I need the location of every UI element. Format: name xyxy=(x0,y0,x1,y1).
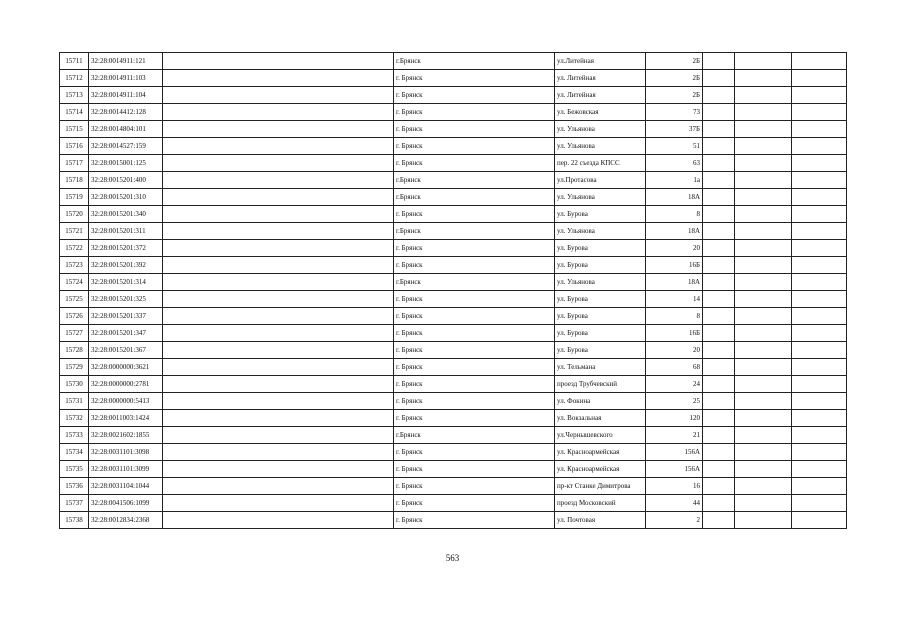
page-number: 563 xyxy=(445,553,460,563)
cadastral-number: 32:28:0015201:314 xyxy=(89,274,163,291)
city-cell: г.Брянск xyxy=(394,274,555,291)
empty-cell xyxy=(792,359,847,376)
empty-cell xyxy=(163,444,394,461)
row-number: 15733 xyxy=(60,427,89,444)
row-number: 15734 xyxy=(60,444,89,461)
cadastral-number: 32:28:0011003:1424 xyxy=(89,410,163,427)
empty-cell xyxy=(792,240,847,257)
house-number: 2Б xyxy=(646,53,703,70)
empty-cell xyxy=(792,444,847,461)
table-row xyxy=(60,104,847,121)
city-cell: г. Брянск xyxy=(394,70,555,87)
house-number: 156А xyxy=(646,444,703,461)
street-cell: проезд Московский xyxy=(555,495,646,512)
street-cell: ул. Литейная xyxy=(555,70,646,87)
empty-cell xyxy=(703,155,735,172)
street-cell: ул. Ульянова xyxy=(555,121,646,138)
empty-cell xyxy=(735,393,792,410)
cadastral-number: 32:28:0014911:103 xyxy=(89,70,163,87)
table-row xyxy=(60,155,847,172)
empty-cell xyxy=(703,325,735,342)
house-number: 16 xyxy=(646,478,703,495)
empty-cell xyxy=(792,427,847,444)
street-cell: ул. Тельмана xyxy=(555,359,646,376)
cadastral-number: 32:28:0015001:125 xyxy=(89,155,163,172)
house-number: 51 xyxy=(646,138,703,155)
empty-cell xyxy=(163,189,394,206)
table-row xyxy=(60,495,847,512)
empty-cell xyxy=(792,53,847,70)
city-cell: г. Брянск xyxy=(394,257,555,274)
empty-cell xyxy=(163,257,394,274)
table-row xyxy=(60,444,847,461)
empty-cell xyxy=(792,155,847,172)
empty-cell xyxy=(792,461,847,478)
empty-cell xyxy=(163,121,394,138)
cadastral-number: 32:28:0015201:347 xyxy=(89,325,163,342)
house-number: 16Б xyxy=(646,325,703,342)
table-row xyxy=(60,223,847,240)
city-cell: г. Брянск xyxy=(394,138,555,155)
city-cell: г. Брянск xyxy=(394,410,555,427)
empty-cell xyxy=(735,359,792,376)
empty-cell xyxy=(792,274,847,291)
house-number: 20 xyxy=(646,240,703,257)
street-cell: ул. Бурова xyxy=(555,206,646,223)
house-number: 63 xyxy=(646,155,703,172)
empty-cell xyxy=(703,393,735,410)
cadastral-number: 32:28:0000000:5413 xyxy=(89,393,163,410)
empty-cell xyxy=(735,189,792,206)
empty-cell xyxy=(163,427,394,444)
street-cell: ул. Вокзальная xyxy=(555,410,646,427)
empty-cell xyxy=(735,70,792,87)
street-cell: ул.Чернышевского xyxy=(555,427,646,444)
table-row xyxy=(60,291,847,308)
street-cell: ул. Литейная xyxy=(555,87,646,104)
table-row xyxy=(60,189,847,206)
table-row xyxy=(60,274,847,291)
street-cell: ул. Красноармейская xyxy=(555,461,646,478)
empty-cell xyxy=(792,257,847,274)
cadastral-number: 32:28:0015201:372 xyxy=(89,240,163,257)
empty-cell xyxy=(163,291,394,308)
city-cell: г. Брянск xyxy=(394,393,555,410)
city-cell: г. Брянск xyxy=(394,444,555,461)
empty-cell xyxy=(163,495,394,512)
table-row xyxy=(60,359,847,376)
row-number: 15718 xyxy=(60,172,89,189)
empty-cell xyxy=(163,104,394,121)
city-cell: г. Брянск xyxy=(394,240,555,257)
street-cell: ул. Фокина xyxy=(555,393,646,410)
empty-cell xyxy=(792,206,847,223)
table-row xyxy=(60,70,847,87)
cadastral-number: 32:28:0041506:1099 xyxy=(89,495,163,512)
empty-cell xyxy=(792,410,847,427)
cadastral-number: 32:28:0000000:3621 xyxy=(89,359,163,376)
city-cell: г. Брянск xyxy=(394,308,555,325)
row-number: 15719 xyxy=(60,189,89,206)
empty-cell xyxy=(735,104,792,121)
cadastral-number: 32:28:0014527:159 xyxy=(89,138,163,155)
empty-cell xyxy=(703,240,735,257)
empty-cell xyxy=(792,495,847,512)
empty-cell xyxy=(703,189,735,206)
house-number: 2 xyxy=(646,512,703,529)
house-number: 25 xyxy=(646,393,703,410)
empty-cell xyxy=(703,478,735,495)
empty-cell xyxy=(735,308,792,325)
empty-cell xyxy=(735,325,792,342)
table-row xyxy=(60,308,847,325)
row-number: 15729 xyxy=(60,359,89,376)
empty-cell xyxy=(703,274,735,291)
city-cell: г.Брянск xyxy=(394,427,555,444)
registry-table xyxy=(59,52,847,529)
row-number: 15715 xyxy=(60,121,89,138)
empty-cell xyxy=(735,138,792,155)
cadastral-number: 32:28:0015201:392 xyxy=(89,257,163,274)
table-row xyxy=(60,393,847,410)
empty-cell xyxy=(163,172,394,189)
empty-cell xyxy=(703,138,735,155)
empty-cell xyxy=(163,87,394,104)
row-number: 15714 xyxy=(60,104,89,121)
row-number: 15722 xyxy=(60,240,89,257)
row-number: 15735 xyxy=(60,461,89,478)
row-number: 15711 xyxy=(60,53,89,70)
cadastral-number: 32:28:0015201:340 xyxy=(89,206,163,223)
house-number: 120 xyxy=(646,410,703,427)
empty-cell xyxy=(163,325,394,342)
table-row xyxy=(60,257,847,274)
empty-cell xyxy=(735,512,792,529)
row-number: 15723 xyxy=(60,257,89,274)
street-cell: ул. Ульянова xyxy=(555,274,646,291)
empty-cell xyxy=(703,359,735,376)
street-cell: ул. Ульянова xyxy=(555,189,646,206)
empty-cell xyxy=(735,342,792,359)
table-row xyxy=(60,240,847,257)
empty-cell xyxy=(703,410,735,427)
city-cell: г. Брянск xyxy=(394,155,555,172)
row-number: 15725 xyxy=(60,291,89,308)
empty-cell xyxy=(792,189,847,206)
empty-cell xyxy=(163,393,394,410)
street-cell: ул. Бурова xyxy=(555,240,646,257)
row-number: 15716 xyxy=(60,138,89,155)
row-number: 15737 xyxy=(60,495,89,512)
house-number: 8 xyxy=(646,308,703,325)
street-cell: ул. Почтовая xyxy=(555,512,646,529)
house-number: 2Б xyxy=(646,87,703,104)
empty-cell xyxy=(792,376,847,393)
house-number: 156А xyxy=(646,461,703,478)
cadastral-number: 32:28:0031104:1044 xyxy=(89,478,163,495)
street-cell: ул. Ульянова xyxy=(555,138,646,155)
empty-cell xyxy=(163,410,394,427)
cadastral-number: 32:28:0015201:337 xyxy=(89,308,163,325)
empty-cell xyxy=(792,172,847,189)
cadastral-number: 32:28:0012834:2368 xyxy=(89,512,163,529)
empty-cell xyxy=(703,461,735,478)
empty-cell xyxy=(703,444,735,461)
table-row xyxy=(60,87,847,104)
empty-cell xyxy=(163,308,394,325)
cadastral-number: 32:28:0015201:310 xyxy=(89,189,163,206)
table-row xyxy=(60,325,847,342)
house-number: 73 xyxy=(646,104,703,121)
cadastral-number: 32:28:0014911:104 xyxy=(89,87,163,104)
cadastral-number: 32:28:0015201:325 xyxy=(89,291,163,308)
row-number: 15712 xyxy=(60,70,89,87)
cadastral-number: 32:28:0000000:2781 xyxy=(89,376,163,393)
empty-cell xyxy=(703,308,735,325)
empty-cell xyxy=(735,291,792,308)
house-number: 2Б xyxy=(646,70,703,87)
row-number: 15720 xyxy=(60,206,89,223)
cadastral-number: 32:28:0031101:3099 xyxy=(89,461,163,478)
row-number: 15732 xyxy=(60,410,89,427)
house-number: 18А xyxy=(646,223,703,240)
empty-cell xyxy=(735,121,792,138)
city-cell: г.Брянск xyxy=(394,53,555,70)
table-row xyxy=(60,138,847,155)
table-row xyxy=(60,172,847,189)
empty-cell xyxy=(163,70,394,87)
empty-cell xyxy=(735,427,792,444)
row-number: 15730 xyxy=(60,376,89,393)
city-cell: г. Брянск xyxy=(394,512,555,529)
empty-cell xyxy=(163,223,394,240)
cadastral-number: 32:28:0014911:121 xyxy=(89,53,163,70)
street-cell: ул. Бурова xyxy=(555,291,646,308)
empty-cell xyxy=(735,172,792,189)
empty-cell xyxy=(735,240,792,257)
city-cell: г.Брянск xyxy=(394,172,555,189)
city-cell: г. Брянск xyxy=(394,104,555,121)
empty-cell xyxy=(703,376,735,393)
empty-cell xyxy=(703,104,735,121)
row-number: 15726 xyxy=(60,308,89,325)
city-cell: г. Брянск xyxy=(394,461,555,478)
street-cell: ул.Протасова xyxy=(555,172,646,189)
table-row xyxy=(60,206,847,223)
empty-cell xyxy=(703,206,735,223)
row-number: 15713 xyxy=(60,87,89,104)
cadastral-number: 32:28:0014412:128 xyxy=(89,104,163,121)
empty-cell xyxy=(703,53,735,70)
row-number: 15721 xyxy=(60,223,89,240)
registry-table-body xyxy=(60,53,847,529)
city-cell: г. Брянск xyxy=(394,342,555,359)
empty-cell xyxy=(163,478,394,495)
empty-cell xyxy=(703,172,735,189)
city-cell: г. Брянск xyxy=(394,359,555,376)
empty-cell xyxy=(735,376,792,393)
table-row xyxy=(60,427,847,444)
empty-cell xyxy=(792,291,847,308)
empty-cell xyxy=(735,274,792,291)
street-cell: ул. Ульянова xyxy=(555,223,646,240)
house-number: 21 xyxy=(646,427,703,444)
empty-cell xyxy=(735,223,792,240)
city-cell: г. Брянск xyxy=(394,325,555,342)
row-number: 15731 xyxy=(60,393,89,410)
house-number: 68 xyxy=(646,359,703,376)
street-cell: ул. Красноармейская xyxy=(555,444,646,461)
table-row xyxy=(60,53,847,70)
cadastral-number: 32:28:0014804:101 xyxy=(89,121,163,138)
empty-cell xyxy=(163,240,394,257)
table-row xyxy=(60,342,847,359)
empty-cell xyxy=(163,206,394,223)
empty-cell xyxy=(792,70,847,87)
city-cell: г. Брянск xyxy=(394,478,555,495)
empty-cell xyxy=(703,257,735,274)
row-number: 15728 xyxy=(60,342,89,359)
empty-cell xyxy=(735,257,792,274)
table-row xyxy=(60,478,847,495)
empty-cell xyxy=(163,155,394,172)
house-number: 20 xyxy=(646,342,703,359)
house-number: 8 xyxy=(646,206,703,223)
row-number: 15727 xyxy=(60,325,89,342)
empty-cell xyxy=(703,427,735,444)
empty-cell xyxy=(735,444,792,461)
empty-cell xyxy=(163,138,394,155)
house-number: 18А xyxy=(646,274,703,291)
cadastral-number: 32:28:0031101:3098 xyxy=(89,444,163,461)
empty-cell xyxy=(792,104,847,121)
table-row xyxy=(60,512,847,529)
empty-cell xyxy=(703,70,735,87)
empty-cell xyxy=(163,274,394,291)
empty-cell xyxy=(792,121,847,138)
empty-cell xyxy=(703,223,735,240)
empty-cell xyxy=(735,206,792,223)
empty-cell xyxy=(163,461,394,478)
empty-cell xyxy=(735,155,792,172)
table-row xyxy=(60,461,847,478)
house-number: 14 xyxy=(646,291,703,308)
empty-cell xyxy=(703,512,735,529)
empty-cell xyxy=(703,87,735,104)
empty-cell xyxy=(163,359,394,376)
house-number: 1а xyxy=(646,172,703,189)
cadastral-number: 32:28:0015201:400 xyxy=(89,172,163,189)
city-cell: г. Брянск xyxy=(394,291,555,308)
empty-cell xyxy=(703,121,735,138)
cadastral-number: 32:28:0021602:1855 xyxy=(89,427,163,444)
house-number: 16Б xyxy=(646,257,703,274)
empty-cell xyxy=(703,291,735,308)
house-number: 24 xyxy=(646,376,703,393)
empty-cell xyxy=(703,495,735,512)
empty-cell xyxy=(792,87,847,104)
empty-cell xyxy=(735,53,792,70)
empty-cell xyxy=(163,376,394,393)
empty-cell xyxy=(792,342,847,359)
empty-cell xyxy=(735,461,792,478)
house-number: 18А xyxy=(646,189,703,206)
empty-cell xyxy=(792,308,847,325)
table-row xyxy=(60,410,847,427)
empty-cell xyxy=(792,325,847,342)
empty-cell xyxy=(703,342,735,359)
street-cell: ул. Бурова xyxy=(555,325,646,342)
empty-cell xyxy=(735,478,792,495)
city-cell: г. Брянск xyxy=(394,206,555,223)
empty-cell xyxy=(792,478,847,495)
city-cell: г. Брянск xyxy=(394,87,555,104)
row-number: 15724 xyxy=(60,274,89,291)
empty-cell xyxy=(792,223,847,240)
street-cell: пр-кт Станке Димитрова xyxy=(555,478,646,495)
empty-cell xyxy=(792,138,847,155)
table-row xyxy=(60,121,847,138)
city-cell: г. Брянск xyxy=(394,121,555,138)
city-cell: г. Брянск xyxy=(394,495,555,512)
empty-cell xyxy=(735,495,792,512)
city-cell: г.Брянск xyxy=(394,223,555,240)
row-number: 15717 xyxy=(60,155,89,172)
empty-cell xyxy=(163,53,394,70)
empty-cell xyxy=(735,87,792,104)
street-cell: проезд Трубчевский xyxy=(555,376,646,393)
row-number: 15736 xyxy=(60,478,89,495)
house-number: 37Б xyxy=(646,121,703,138)
table-row xyxy=(60,376,847,393)
city-cell: г.Брянск xyxy=(394,189,555,206)
empty-cell xyxy=(792,512,847,529)
empty-cell xyxy=(792,393,847,410)
street-cell: ул. Бурова xyxy=(555,308,646,325)
city-cell: г. Брянск xyxy=(394,376,555,393)
empty-cell xyxy=(163,512,394,529)
street-cell: ул. Бурова xyxy=(555,257,646,274)
empty-cell xyxy=(163,342,394,359)
house-number: 44 xyxy=(646,495,703,512)
street-cell: пер. 22 съезда КПСС xyxy=(555,155,646,172)
cadastral-number: 32:28:0015201:367 xyxy=(89,342,163,359)
street-cell: ул. Бежовская xyxy=(555,104,646,121)
row-number: 15738 xyxy=(60,512,89,529)
cadastral-number: 32:28:0015201:311 xyxy=(89,223,163,240)
street-cell: ул.Литейная xyxy=(555,53,646,70)
street-cell: ул. Бурова xyxy=(555,342,646,359)
empty-cell xyxy=(735,410,792,427)
